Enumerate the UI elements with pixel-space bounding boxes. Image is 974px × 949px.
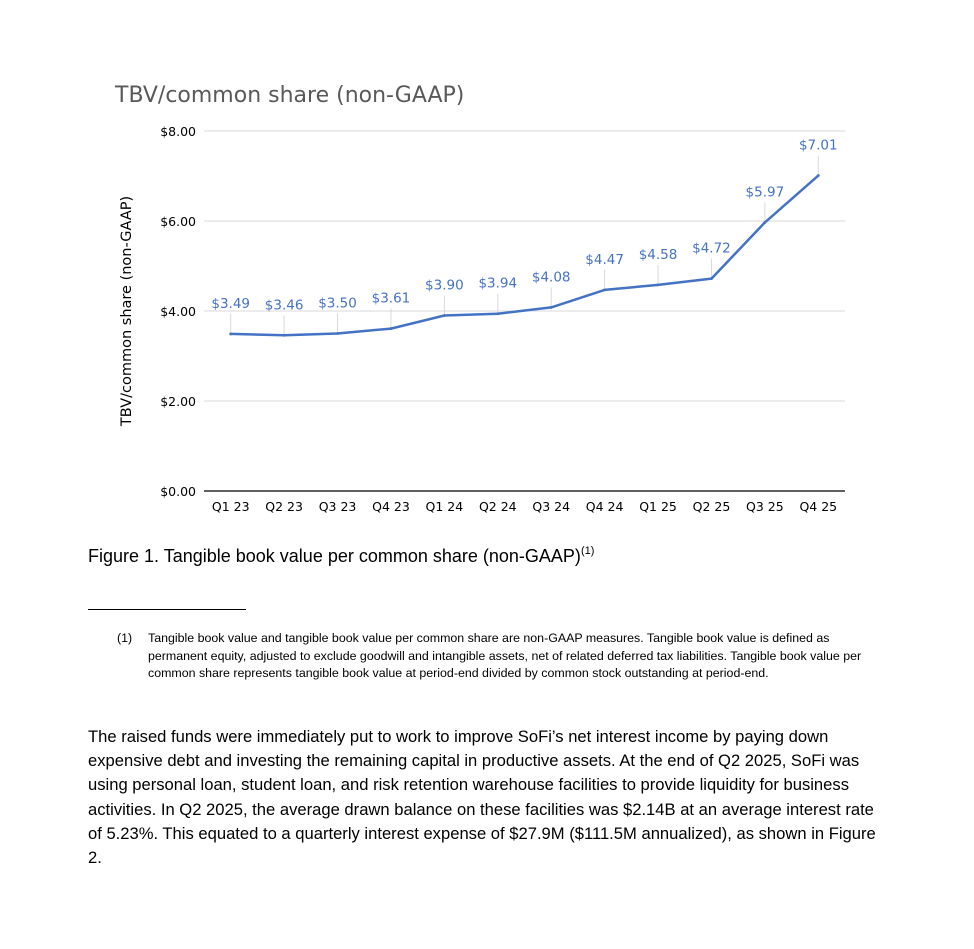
y-tick-label: $0.00	[160, 484, 196, 499]
footnote	[117, 630, 877, 683]
data-label: $7.01	[798, 137, 838, 154]
y-axis-label: TBV/common share (non-GAAP)	[119, 195, 135, 427]
data-point	[229, 333, 232, 336]
x-tick-label: Q4 24	[585, 499, 624, 514]
footnote-text: Tangible book value and tangible book value per common share are non-GAAP measures. Tangible book value is defined as permanent equity, adjusted to exclude goodwill and intangible assets, net of related deferred tax liabilities. Tangible book value per common share represents tangible book value at period-end divided by common stock outstanding at period-end.	[148, 631, 862, 680]
x-tick-label: Q3 24	[532, 499, 571, 514]
x-tick-label: Q3 23	[318, 499, 357, 514]
data-point	[390, 327, 393, 330]
data-label: $3.90	[425, 277, 464, 294]
x-tick-label: Q4 25	[799, 499, 838, 514]
x-tick-label: Q2 23	[265, 499, 303, 514]
chart-title: TBV/common share (non-GAAP)	[115, 83, 465, 108]
data-point	[443, 314, 446, 317]
data-point	[496, 312, 499, 315]
figure-caption-text: Figure 1. Tangible book value per common share (non-GAAP)	[88, 546, 581, 566]
footnote-divider	[88, 609, 246, 610]
data-point	[336, 332, 339, 335]
x-tick-label: Q1 25	[639, 499, 677, 514]
x-tick-label: Q1 24	[425, 499, 464, 514]
y-tick-label: $6.00	[160, 214, 196, 229]
y-tick-label: $4.00	[160, 304, 196, 319]
data-point	[817, 174, 820, 177]
x-tick-label: Q3 25	[746, 499, 784, 514]
footnote-marker: (1)	[117, 631, 133, 645]
data-label: $3.61	[371, 290, 411, 307]
data-label: $4.47	[585, 251, 624, 268]
data-point	[603, 288, 606, 291]
data-label: $4.08	[531, 269, 571, 286]
y-tick-label: $8.00	[160, 124, 196, 139]
data-label: $4.72	[692, 240, 731, 257]
figure-caption	[88, 545, 594, 567]
data-point	[710, 277, 713, 280]
data-point	[283, 334, 286, 337]
data-point	[550, 306, 553, 309]
data-label: $3.50	[318, 295, 357, 312]
figure-caption-ref: (1)	[580, 545, 595, 557]
data-label: $3.49	[211, 295, 251, 312]
data-point	[763, 221, 766, 224]
x-tick-label: Q2 25	[692, 499, 731, 514]
x-tick-label: Q2 24	[478, 499, 517, 514]
data-point	[657, 284, 660, 287]
data-label: $3.94	[478, 275, 518, 292]
y-tick-label: $2.00	[160, 394, 196, 409]
data-label: $5.97	[745, 184, 785, 201]
x-tick-label: Q4 23	[372, 499, 410, 514]
body-paragraph: The raised funds were immediately put to work to improve SoFi’s net interest income by paying down expensive debt and investing the remaining capital in productive assets. At the end of Q2 2025, SoFi was using personal loan, student loan, and risk retention warehouse facilities to provide liquidity for business activities. In Q2 2025, the average drawn balance on these facilities was $2.14B at an average interest rate of 5.23%. This equated to a quarterly interest expense of $27.9M ($111.5M annualized), as shown in Figure 2.	[88, 727, 876, 868]
x-tick-label: Q1 23	[211, 499, 250, 514]
data-label: $4.58	[638, 246, 678, 263]
data-label: $3.46	[264, 297, 304, 314]
